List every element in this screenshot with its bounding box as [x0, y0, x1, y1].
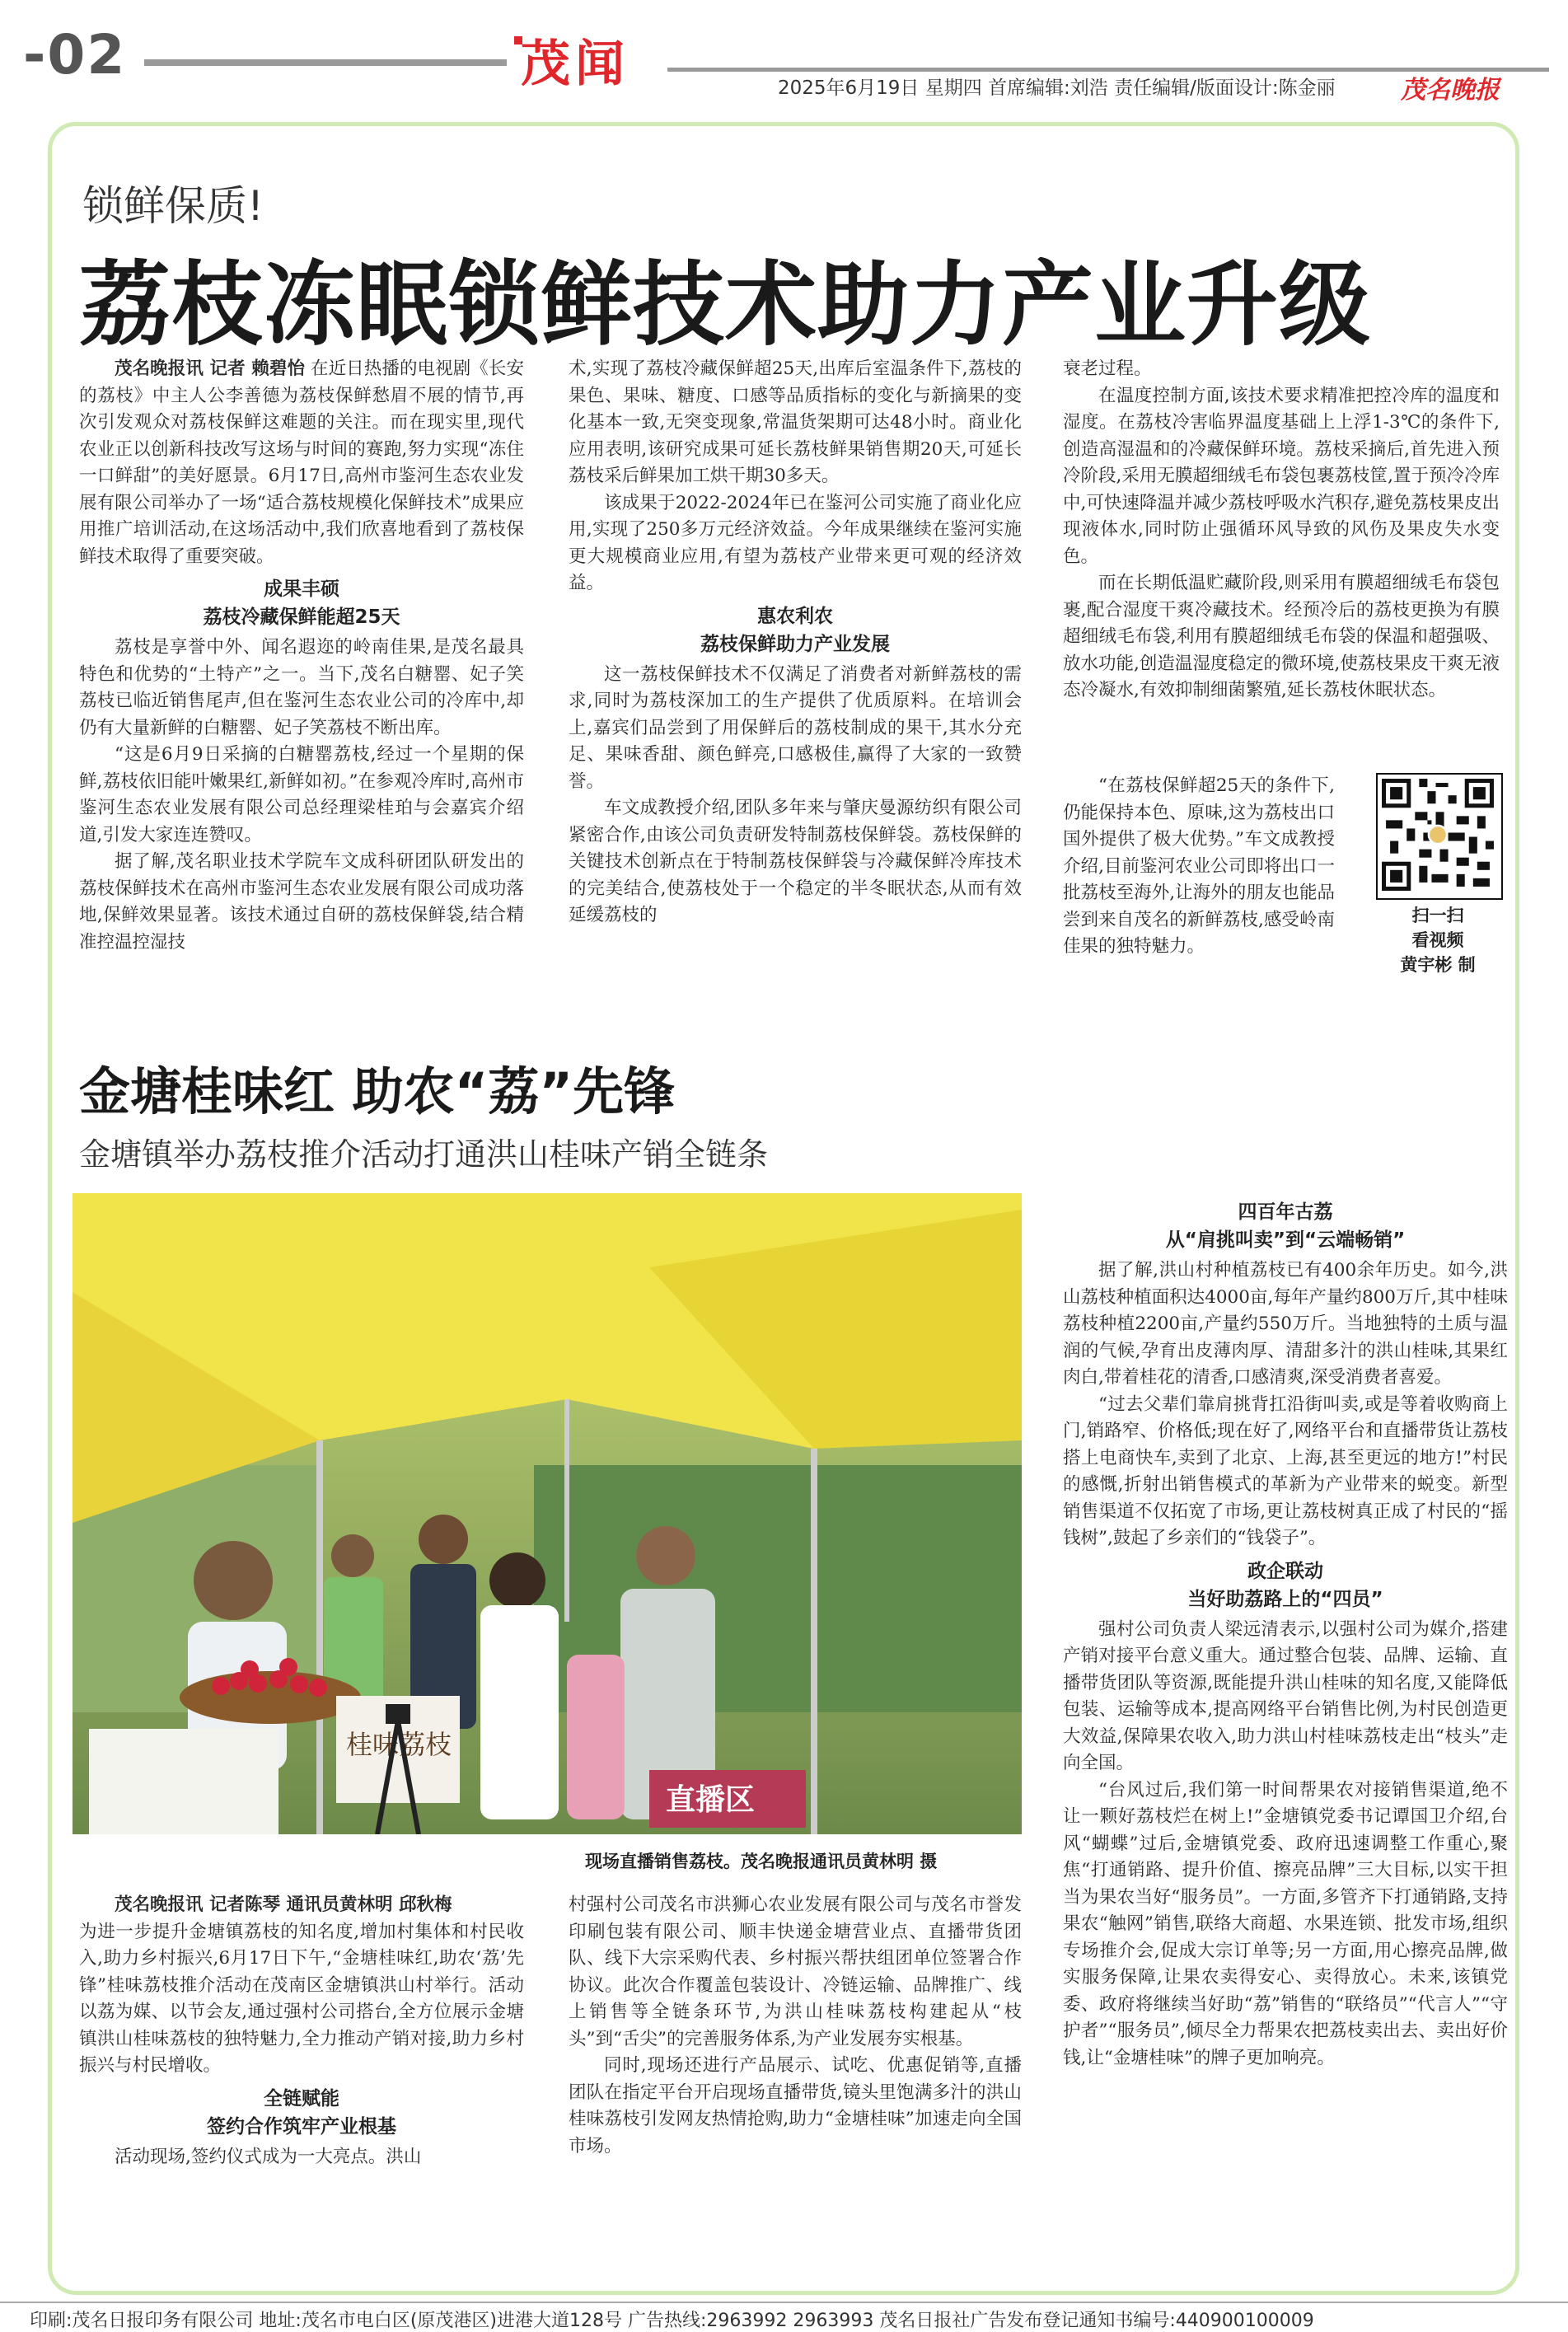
- qr-code-image: [1378, 775, 1498, 895]
- story1-column-3: [1063, 356, 1500, 705]
- story1-subhead-1-line-a: 成果丰硕: [264, 578, 339, 600]
- story2-subhead-3-line-b: 当好助荔路上的“四员”: [1187, 1588, 1383, 1610]
- story2-subhead-3-line-a: 政企联动: [1247, 1560, 1323, 1582]
- story2-subhead-2-line-b: 从“肩挑叫卖”到“云端畅销”: [1165, 1229, 1406, 1251]
- story1-paragraph-4-continued: 术,实现了荔枝冷藏保鲜超25天,出库后室温条件下,荔枝的果色、果味、糖度、口感等品质指标的变化与新摘果的变化基本一致,无突变现象,常温货架期可达48小时。商业化应用表明,该研究成果可延长荔枝鲜果销售期20天,可延长荔枝采后鲜果加工烘干期30多天。: [569, 358, 1022, 486]
- story2-byline: 茂名晚报讯 记者陈琴 通讯员黄林明 邱秋梅: [115, 1894, 452, 1915]
- page-number: -02: [23, 23, 127, 87]
- story1-paragraph-5: 该成果于2022-2024年已在鉴河公司实施了商业化应用,实现了250多万元经济效益。今年成果继续在鉴河实施更大规模商业应用,有望为荔枝产业带来更可观的经济效益。: [569, 492, 1022, 593]
- story1-paragraph-2: 荔枝是享誉中外、闻名遐迩的岭南佳果,是茂名最具特色和优势的“土特产”之一。当下,茂名白糖罂、妃子笑荔枝已临近销售尾声,但在鉴河生态农业公司的冷库中,却仍有大量新鲜的白糖罂、妃子笑荔枝不断出库。: [79, 637, 524, 738]
- photo-banner-text: 直播区: [666, 1783, 756, 1817]
- story2-paragraph-2-continued: 村强村公司茂名市洪狮心农业发展有限公司与茂名市誉发印刷包装有限公司、顺丰快递金塘营业点、直播带货团队、线下大宗采购代表、乡村振兴帮扶组团单位签署合作协议。此次合作覆盖包装设计、冷链运输、品牌推广、线上销售等全链条环节,为洪山桂味荔枝构建起从“枝头”到“舌尖”的完善服务体系,为产业发展夯实根基。: [569, 1894, 1022, 2049]
- story1-column-2: [569, 356, 1022, 930]
- story2-subhead-1-line-a: 全链赋能: [264, 2087, 339, 2110]
- story2-column-2: [569, 1892, 1022, 2160]
- story1-subhead-2-line-a: 惠农利农: [757, 605, 833, 627]
- story1-paragraph-10: “在荔枝保鲜超25天的条件下,仍能保持本色、原味,这为荔枝出口国外提供了极大优势。”车文成教授介绍,目前鉴河农业公司即将出口一批荔枝至海外,让海外的朋友也能品尝到来自茂名的新鲜荔枝,感受岭南佳果的独特魅力。: [1063, 775, 1335, 957]
- story1-subhead-1: [79, 575, 524, 631]
- story2-paragraph-4: 据了解,洪山村种植荔枝已有400余年历史。如今,洪山荔枝种植面积达4000亩,每年产量约800万斤,其中桂味荔枝种植2200亩,产量约550万斤。当地独特的土质与温润的气候,孕育出皮薄肉厚、清甜多汁的洪山桂味,其果红肉白,带着桂花的清香,口感清爽,深受消费者喜爱。: [1063, 1260, 1508, 1388]
- qr-caption-line-2: 看视频: [1411, 930, 1464, 950]
- qr-caption: [1360, 903, 1516, 977]
- story2-column-1: [79, 1892, 524, 2170]
- story1-paragraph-7-continued: 衰老过程。: [1063, 358, 1152, 379]
- story1-column-1: [79, 356, 524, 956]
- story1-paragraph-1: 在近日热播的电视剧《长安的荔枝》中主人公李善德为荔枝保鲜愁眉不展的情节,再次引发观众对荔枝保鲜这难题的关注。而在现实里,现代农业正以创新科技改写这场与时间的赛跑,努力实现“冻住一口鲜甜”的美好愿景。6月17日,高州市鉴河生态农业发展有限公司举办了一场“适合荔枝规模化保鲜技术”成果应用推广培训活动,在这场活动中,我们欣喜地看到了荔枝保鲜技术取得了重要突破。: [79, 358, 524, 567]
- story2-paragraph-3: 同时,现场还进行产品展示、试吃、优惠促销等,直播团队在指定平台开启现场直播带货,镜头里饱满多汁的洪山桂味荔枝引发网友热情抢购,助力“金塘桂味”加速走向全国市场。: [569, 2055, 1022, 2156]
- story1-column-3-continued: [1063, 773, 1335, 961]
- footer-rule: [0, 2302, 1568, 2303]
- story1-paragraph-6: 这一荔枝保鲜技术不仅满足了消费者对新鲜荔枝的需求,同时为荔枝深加工的生产提供了优质原料。在培训会上,嘉宾们品尝到了用保鲜后的荔枝制成的果干,其水分充足、果味香甜、颜色鲜亮,口感极佳,赢得了大家的一致赞誉。: [569, 663, 1022, 792]
- story2-headline: 金塘桂味红 助农“荔”先锋: [79, 1061, 676, 1122]
- story2-subhead-2-line-a: 四百年古荔: [1238, 1201, 1333, 1223]
- section-name: 茂闻: [521, 35, 630, 93]
- story2-subhead-3: [1063, 1557, 1508, 1613]
- dateline: 2025年6月19日 星期四 首席编辑:刘浩 责任编辑/版面设计:陈金丽: [778, 77, 1336, 99]
- story2-paragraph-2: 活动现场,签约仪式成为一大亮点。洪山: [115, 2146, 422, 2167]
- story2-paragraph-1: 为进一步提升金塘镇荔枝的知名度,增加村集体和村民收入,助力乡村振兴,6月17日下午,“金塘桂味红,助农‘荔’先锋”桂味荔枝推介活动在茂南区金塘镇洪山村举行。活动以荔为媒、以节会友,通过强村公司搭台,全方位展示金塘镇洪山桂味荔枝的独特魅力,全力推动产销对接,助力乡村振兴与村民增收。: [79, 1921, 524, 2076]
- story1-subhead-2-line-b: 荔枝保鲜助力产业发展: [700, 633, 890, 655]
- story1-paragraph-3: “这是6月9日采摘的白糖罂荔枝,经过一个星期的保鲜,荔枝依旧能叶嫩果红,新鲜如初。”在参观冷库时,高州市鉴河生态农业发展有限公司总经理梁桂珀与会嘉宾介绍道,引发大家连连赞叹。: [79, 744, 524, 845]
- story1-paragraph-7: 车文成教授介绍,团队多年来与肇庆曼源纺织有限公司紧密合作,由该公司负责研发特制荔枝保鲜袋。荔枝保鲜的关键技术创新点在于特制荔枝保鲜袋与冷藏保鲜冷库技术的完美结合,使荔枝处于一个稳定的半冬眠状态,从而有效延缓荔枝的: [569, 798, 1022, 925]
- story1-paragraph-8: 在温度控制方面,该技术要求精准把控冷库的温度和湿度。在荔枝冷害临界温度基础上上浮1-3℃的条件下,创造高湿温和的冷藏保鲜环境。荔枝采摘后,首先进入预冷阶段,采用无膜超细绒毛布袋包裹荔枝筐,置于预冷冷库中,可快速降温并减少荔枝呼吸水汽积存,避免荔枝果皮出现液体水,同时防止强循环风导致的风伤及果皮失水变色。: [1063, 385, 1500, 567]
- story2-subtitle: 金塘镇举办荔枝推介活动打通洪山桂味产销全链条: [79, 1136, 769, 1173]
- story1-lead-paragraph: [79, 356, 524, 570]
- qr-caption-line-1: 扫一扫: [1411, 906, 1464, 925]
- story2-column-3: [1063, 1193, 1508, 2072]
- story2-subhead-2: [1063, 1198, 1508, 1254]
- story2-paragraph-5: “过去父辈们靠肩挑背扛沿街叫卖,或是等着收购商上门,销路窄、价格低;现在好了,网络平台和直播带货让荔枝搭上电商快车,卖到了北京、上海,甚至更远的地方!”村民的感慨,折射出销售模式的革新为产业带来的蜕变。新型销售渠道不仅拓宽了市场,更让荔枝树真正成了村民的“摇钱树”,鼓起了乡亲们的“钱袋子”。: [1063, 1393, 1508, 1548]
- livestream-photo-illustration: [73, 1193, 1022, 1834]
- story2-paragraph-7: “台风过后,我们第一时间帮果农对接销售渠道,绝不让一颗好荔枝烂在树上!”金塘镇党委书记谭国卫介绍,台风“蝴蝶”过后,金塘镇党委、政府迅速调整工作重心,聚焦“打通销路、提升价值、擦亮品牌”三大目标,以实干担当为果农当好“服务员”。一方面,多管齐下打通销路,支持果农“触网”销售,联络大商超、水果连锁、批发市场,组织专场推介会,促成大宗订单等;另一方面,用心擦亮品牌,做实服务保障,让果农卖得安心、卖得放心。未来,该镇党委、政府将继续当好助“荔”销售的“联络员”“代言人”“守护者”“服务员”,倾尽全力帮果农把荔枝卖出去、卖出好价钱,让“金塘桂味”的牌子更加响亮。: [1063, 1779, 1508, 2068]
- story1-subhead-1-line-b: 荔枝冷藏保鲜能超25天: [203, 606, 400, 628]
- story2-subhead-1: [79, 2085, 524, 2141]
- story1-subhead-2: [569, 602, 1022, 658]
- story1-headline: 荔枝冻眠锁鲜技术助力产业升级: [79, 252, 1372, 358]
- qr-caption-line-3: 黄宇彬 制: [1400, 955, 1476, 975]
- story2-subhead-1-line-b: 签约合作筑牢产业根基: [207, 2115, 396, 2138]
- story1-paragraph-4: 据了解,茂名职业技术学院车文成科研团队研发出的荔枝保鲜技术在高州市鉴河生态农业发展有限公司成功落地,保鲜效果显著。该技术通过自研的荔枝保鲜袋,结合精准控温控湿技: [79, 851, 524, 953]
- newspaper-logo: 茂名晚报: [1401, 76, 1500, 105]
- header-rule-left: [144, 59, 507, 66]
- story1-byline: 茂名晚报讯 记者 赖碧怡: [115, 358, 306, 379]
- footer-imprint: 印刷:茂名日报印务有限公司 地址:茂名市电白区(原茂港区)进港大道128号 广告热线:2963992 2963993 茂名日报社广告发布登记通知书编号:440900100009: [30, 2311, 1314, 2331]
- story2-lead-paragraph: [79, 1892, 524, 1919]
- qr-code[interactable]: [1376, 773, 1503, 900]
- story1-kicker: 锁鲜保质!: [82, 182, 264, 230]
- photo-box-text: 桂味荔枝: [346, 1729, 452, 1760]
- story2-photo: [73, 1193, 1022, 1834]
- story1-paragraph-9: 而在长期低温贮藏阶段,则采用有膜超细绒毛布袋包裹,配合湿度干爽冷藏技术。经预冷后的荔枝更换为有膜超细绒毛布袋,利用有膜超细绒毛布袋的保温和超强吸、放水功能,创造温湿度稳定的微环境,使荔枝果皮干爽无液态冷凝水,有效抑制细菌繁殖,延长荔枝休眠状态。: [1063, 573, 1500, 700]
- photo-caption: 现场直播销售荔枝。茂名晚报通讯员黄林明 摄: [585, 1852, 938, 1871]
- story2-paragraph-6: 强村公司负责人梁远清表示,以强村公司为媒介,搭建产销对接平台意义重大。通过整合包装、品牌、运输、直播带货团队等资源,既能提升洪山桂味的知名度,又能降低包装、运输等成本,提高网络平台销售比例,为村民创造更大效益,保障果农收入,助力洪山村桂味荔枝走出“枝头”走向全国。: [1063, 1618, 1508, 1773]
